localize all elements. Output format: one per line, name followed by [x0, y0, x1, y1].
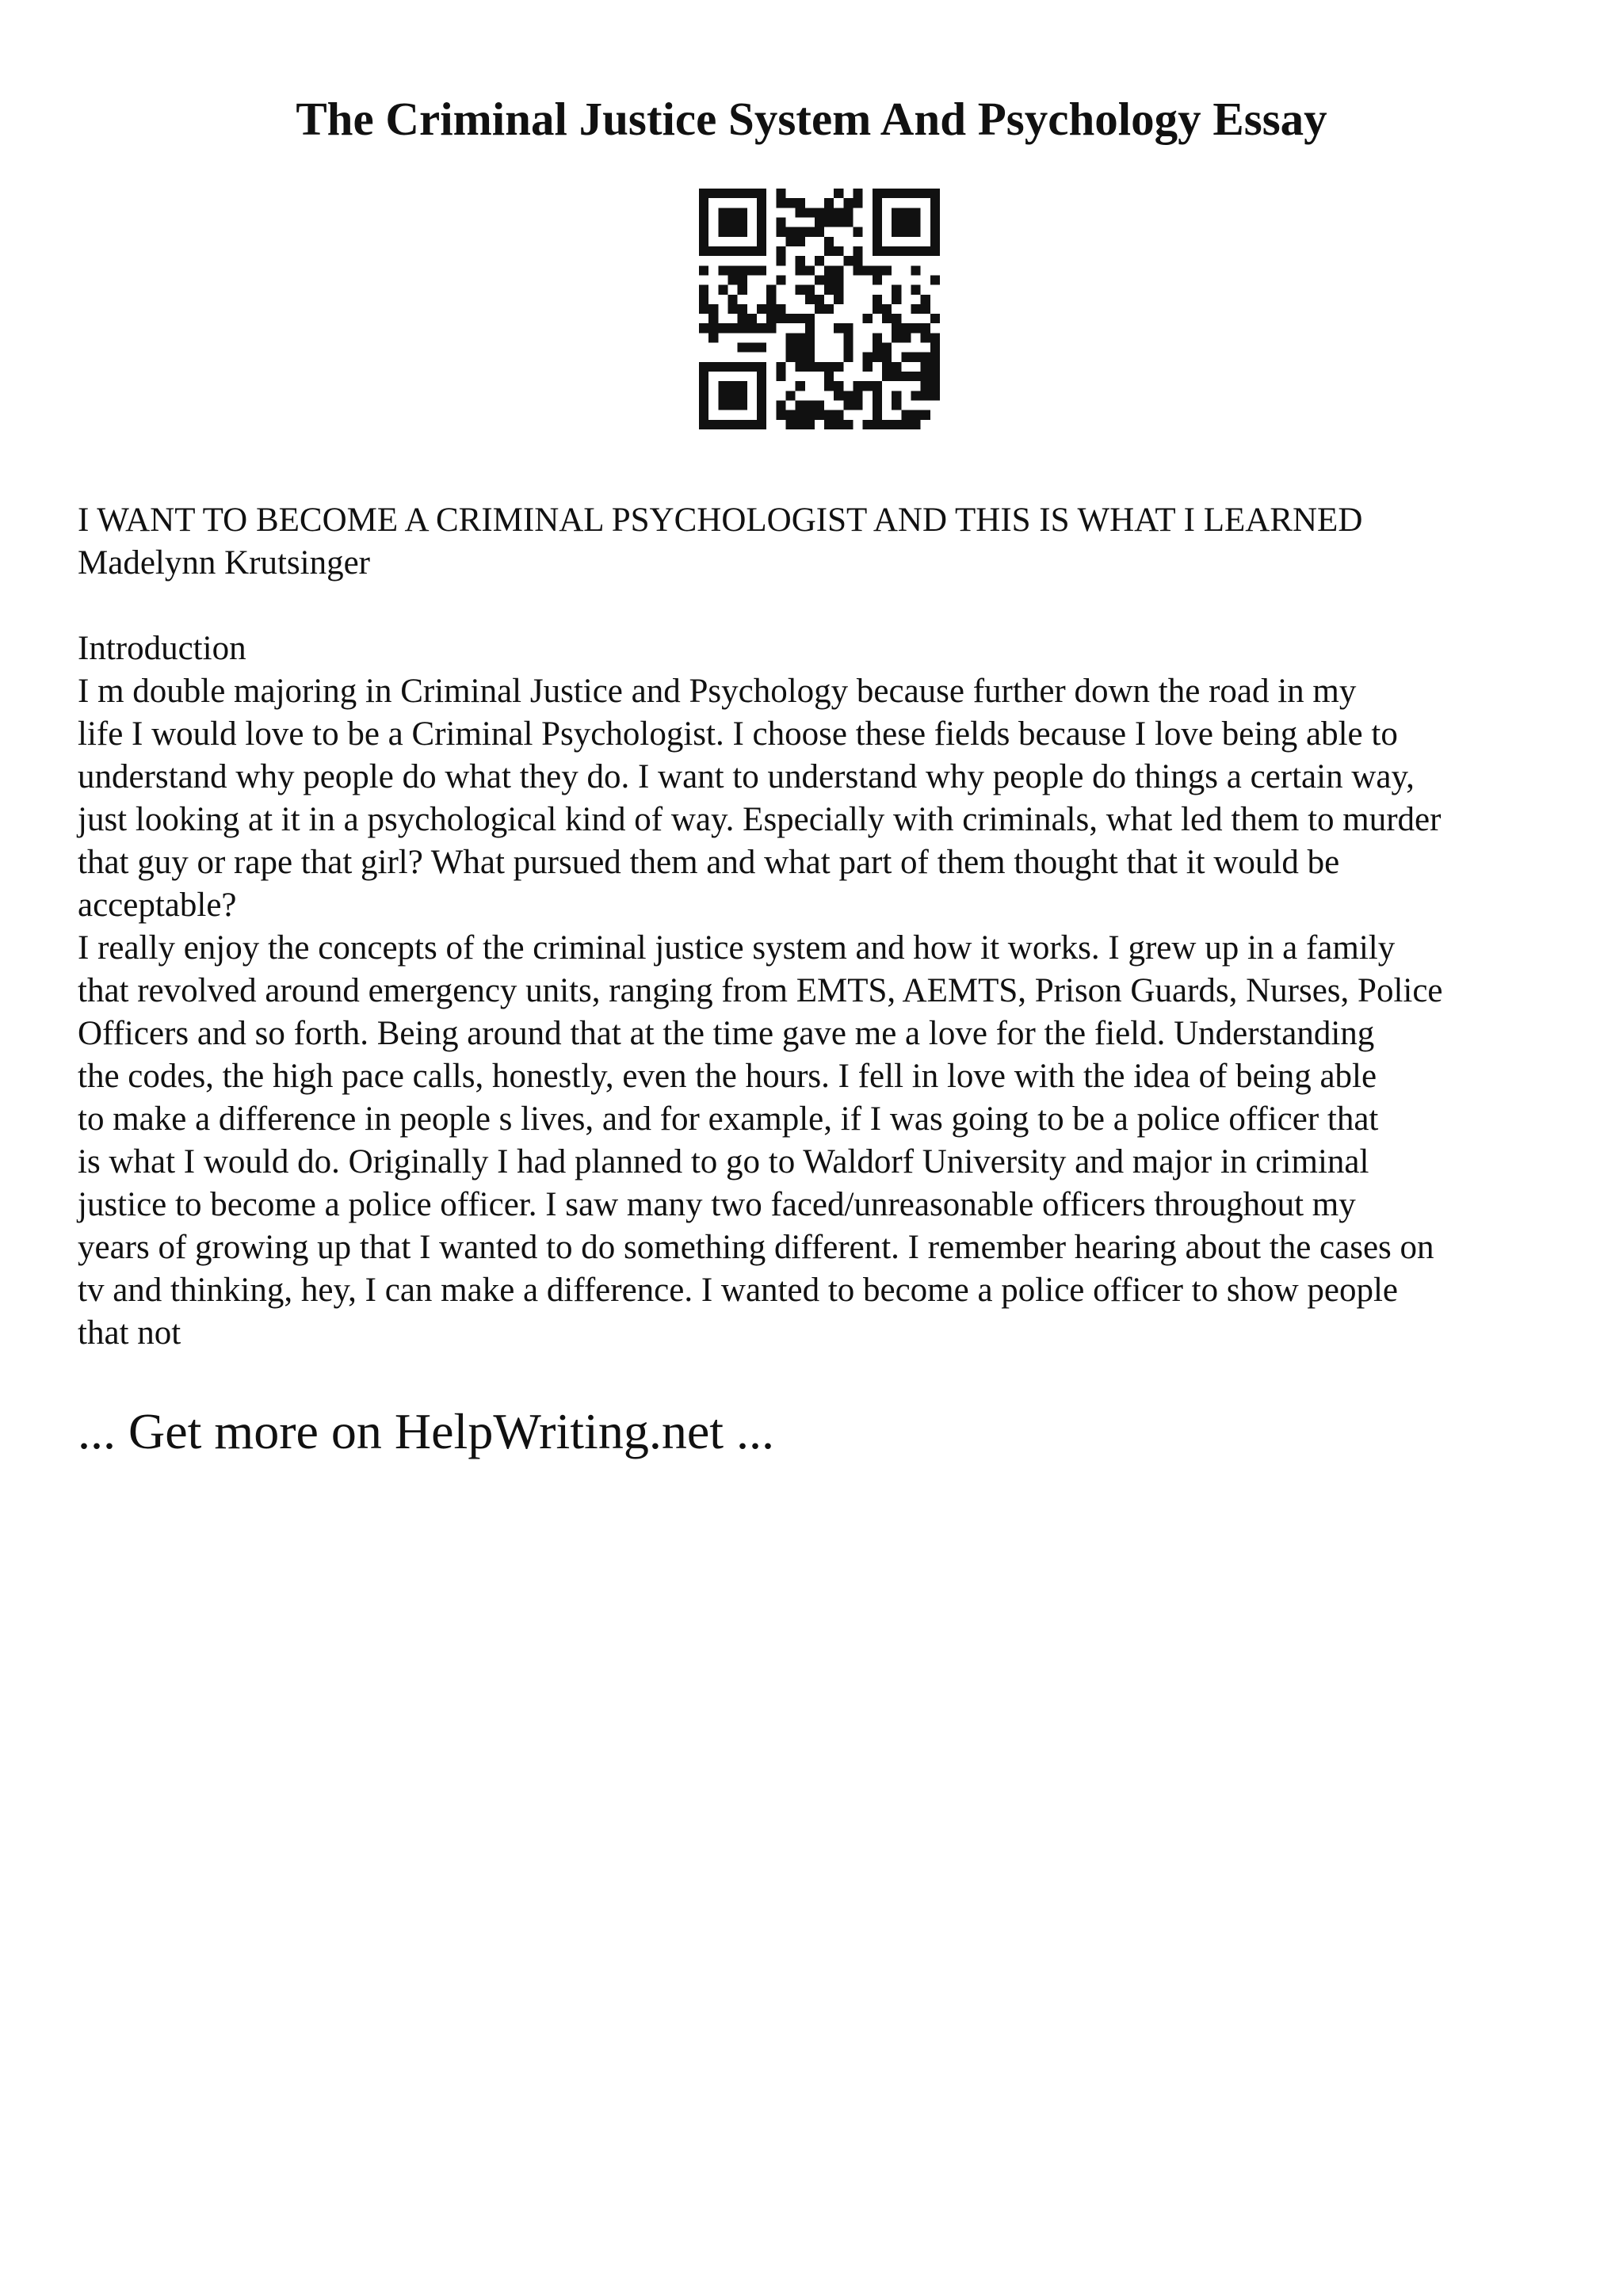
body-line: to make a difference in people s lives, and for example, if I was going to be a police officer that [78, 1100, 1379, 1138]
body-line: the codes, the high pace calls, honestly, even the hours. I fell in love with the idea of being able [78, 1058, 1377, 1095]
body-line: is what I would do. Originally I had planned to go to Waldorf University and major in criminal [78, 1143, 1369, 1180]
document-title: The Criminal Justice System And Psychology Essay [296, 93, 1327, 145]
body-line: tv and thinking, hey, I can make a difference. I wanted to become a police officer to show people [78, 1272, 1399, 1309]
body-line: life I would love to be a Criminal Psychologist. I choose these fields because I love being able to [78, 715, 1398, 753]
body-line: acceptable? [78, 887, 237, 924]
body-line: I really enjoy the concepts of the criminal justice system and how it works. I grew up in a family [78, 929, 1396, 967]
body-line: just looking at it in a psychological kind of way. Especially with criminals, what led them to murder [78, 801, 1442, 838]
essay-body [78, 670, 1568, 1355]
body-line: that revolved around emergency units, ranging from EMTS, AEMTS, Prison Guards, Nurses, Police [78, 972, 1443, 1009]
body-line: I m double majoring in Criminal Justice and Psychology because further down the road in my [78, 673, 1357, 710]
body-line: years of growing up that I wanted to do something different. I remember hearing about the cases on [78, 1229, 1434, 1266]
body-line: that not [78, 1314, 181, 1352]
body-line: understand why people do what they do. I want to understand why people do things a certain way, [78, 758, 1415, 795]
body-line: Officers and so forth. Being around that at the time gave me a love for the field. Understanding [78, 1015, 1375, 1052]
qr-code-icon [699, 189, 940, 429]
section-title: Introduction [78, 630, 246, 667]
body-line: that guy or rape that girl? What pursued them and what part of them thought that it would be [78, 844, 1340, 881]
more-link[interactable]: ... Get more on HelpWriting.net ... [78, 1403, 774, 1459]
author-name: Madelynn Krutsinger [78, 544, 371, 582]
body-line: justice to become a police officer. I saw many two faced/unreasonable officers throughout my [78, 1186, 1356, 1223]
essay-heading: I WANT TO BECOME A CRIMINAL PSYCHOLOGIST AND THIS IS WHAT I LEARNED [78, 502, 1363, 539]
